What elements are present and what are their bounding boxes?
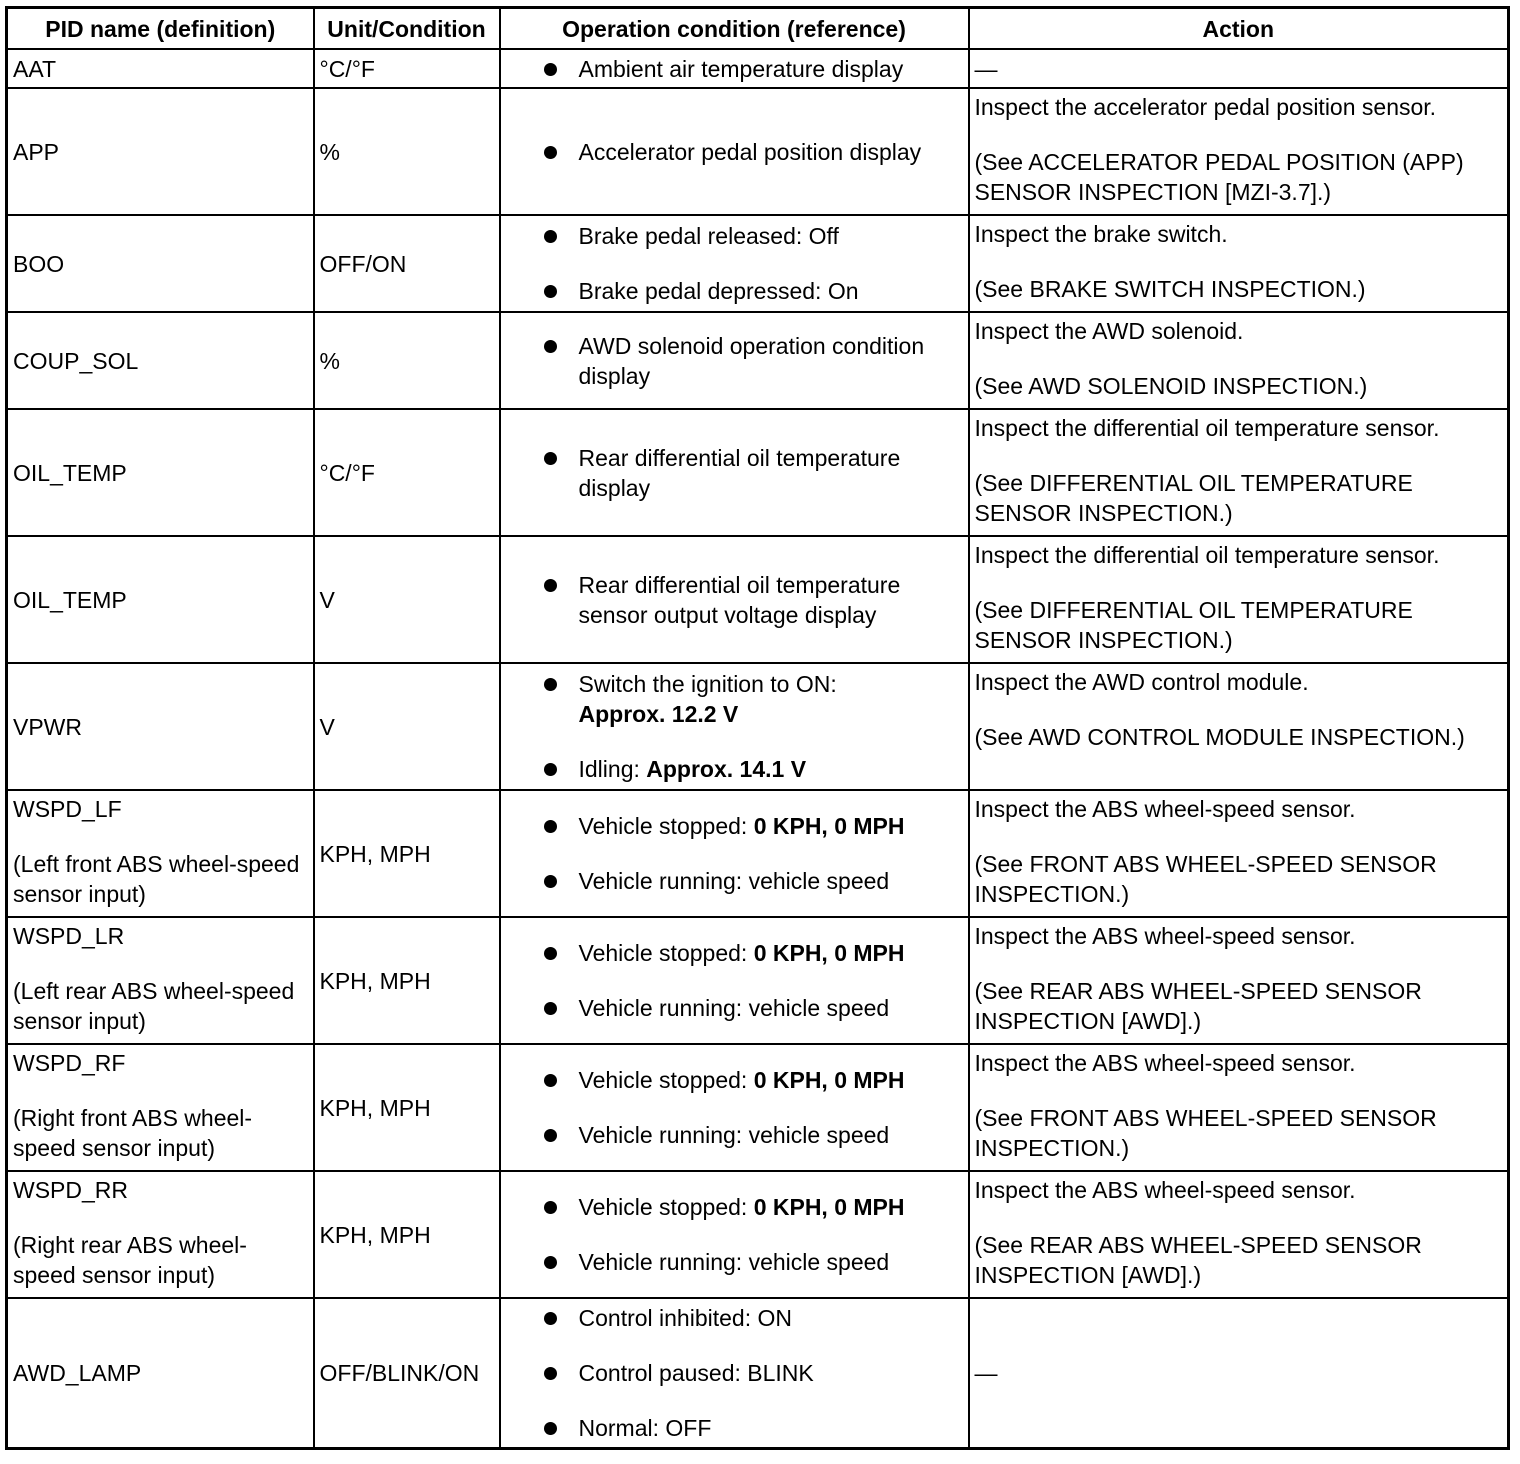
unit-cell: °C/°F xyxy=(314,49,500,88)
action-cell xyxy=(969,536,1509,663)
action-reference: (See FRONT ABS WHEEL-SPEED SENSOR INSPECTION.) xyxy=(974,1105,1437,1161)
operation-text: Switch the ignition to ON: xyxy=(578,671,837,697)
operation-cell xyxy=(500,1298,969,1448)
table-body xyxy=(7,49,1509,1448)
table-row xyxy=(7,88,1509,215)
header-operation: Operation condition (reference) xyxy=(500,8,969,50)
table-row xyxy=(7,536,1509,663)
operation-value: 0 KPH, 0 MPH xyxy=(753,1067,905,1093)
operation-bullet xyxy=(541,137,963,167)
operation-value: 0 KPH, 0 MPH xyxy=(753,1194,905,1220)
action-cell xyxy=(969,663,1509,790)
operation-text: Rear differential oil temperature display xyxy=(578,444,901,501)
operation-text: AWD solenoid operation condition display xyxy=(578,332,925,389)
operation-bullet xyxy=(541,54,963,84)
unit-cell: KPH, MPH xyxy=(314,917,500,1044)
operation-value: 0 KPH, 0 MPH xyxy=(753,813,905,839)
operation-bullet xyxy=(541,221,963,251)
pid-name: WSPD_RR xyxy=(13,1177,129,1203)
action-reference: (See REAR ABS WHEEL-SPEED SENSOR INSPECTION [AWD].) xyxy=(974,978,1422,1034)
action-cell xyxy=(969,88,1509,215)
action-cell xyxy=(969,215,1509,312)
operation-bullet xyxy=(541,1065,963,1095)
operation-value: Approx. 12.2 V xyxy=(578,701,739,727)
unit-cell: KPH, MPH xyxy=(314,1171,500,1298)
operation-text: Vehicle running: vehicle speed xyxy=(578,995,890,1021)
table-row xyxy=(7,215,1509,312)
pid-definition: (Left rear ABS wheel-speed sensor input) xyxy=(13,978,295,1034)
operation-text: Rear differential oil temperature sensor output voltage display xyxy=(578,571,901,628)
operation-cell xyxy=(500,536,969,663)
pid-definition: (Right rear ABS wheel-speed sensor input) xyxy=(13,1232,247,1288)
operation-bullet xyxy=(541,1413,963,1443)
action-instruction: — xyxy=(974,55,998,82)
pid-name: AAT xyxy=(13,55,57,82)
operation-text: Vehicle running: vehicle speed xyxy=(578,1249,890,1275)
operation-cell xyxy=(500,1044,969,1171)
action-instruction: Inspect the ABS wheel-speed sensor. xyxy=(974,923,1356,949)
operation-bullet xyxy=(541,276,963,306)
operation-cell xyxy=(500,409,969,536)
header-unit: Unit/Condition xyxy=(314,8,500,50)
action-instruction: — xyxy=(974,1359,998,1386)
operation-text: Vehicle stopped: xyxy=(578,1067,748,1093)
unit-cell: OFF/BLINK/ON xyxy=(314,1298,500,1448)
operation-text: Control paused: BLINK xyxy=(578,1359,814,1386)
operation-text: Vehicle stopped: xyxy=(578,813,748,839)
action-reference: (See BRAKE SWITCH INSPECTION.) xyxy=(974,276,1366,302)
operation-bullet xyxy=(541,938,963,968)
operation-text: Vehicle running: vehicle speed xyxy=(578,1122,890,1148)
pid-name: AWD_LAMP xyxy=(13,1359,142,1386)
pid-cell xyxy=(7,1044,314,1171)
header-row xyxy=(7,8,1509,50)
operation-bullet xyxy=(541,669,963,729)
pid-name: WSPD_LF xyxy=(13,796,122,822)
unit-cell: KPH, MPH xyxy=(314,790,500,917)
pid-name: BOO xyxy=(13,250,65,277)
operation-text: Brake pedal released: Off xyxy=(578,223,839,249)
operation-bullet xyxy=(541,866,963,896)
operation-bullet xyxy=(541,331,963,391)
action-cell xyxy=(969,409,1509,536)
pid-definition: (Left front ABS wheel-speed sensor input) xyxy=(13,851,300,907)
pid-cell xyxy=(7,88,314,215)
operation-cell xyxy=(500,312,969,409)
action-cell xyxy=(969,917,1509,1044)
operation-cell xyxy=(500,790,969,917)
action-instruction: Inspect the ABS wheel-speed sensor. xyxy=(974,1177,1356,1203)
pid-cell xyxy=(7,790,314,917)
action-cell xyxy=(969,49,1509,88)
action-cell xyxy=(969,312,1509,409)
header-action: Action xyxy=(969,8,1509,50)
pid-name: OIL_TEMP xyxy=(13,459,127,486)
operation-cell xyxy=(500,49,969,88)
table-row xyxy=(7,409,1509,536)
pid-cell xyxy=(7,536,314,663)
operation-text: Normal: OFF xyxy=(578,1414,712,1441)
operation-bullet xyxy=(541,1303,963,1333)
table-row xyxy=(7,1298,1509,1448)
action-reference: (See AWD CONTROL MODULE INSPECTION.) xyxy=(974,724,1465,750)
unit-cell: % xyxy=(314,312,500,409)
action-instruction: Inspect the brake switch. xyxy=(974,221,1228,247)
operation-text: Control inhibited: ON xyxy=(578,1304,792,1331)
action-reference: (See AWD SOLENOID INSPECTION.) xyxy=(974,373,1368,399)
operation-bullet xyxy=(541,811,963,841)
action-instruction: Inspect the ABS wheel-speed sensor. xyxy=(974,796,1356,822)
pid-cell xyxy=(7,312,314,409)
pid-definition: (Right front ABS wheel-speed sensor input) xyxy=(13,1105,253,1161)
unit-cell: KPH, MPH xyxy=(314,1044,500,1171)
action-instruction: Inspect the accelerator pedal position sensor. xyxy=(974,94,1437,120)
action-reference: (See FRONT ABS WHEEL-SPEED SENSOR INSPECTION.) xyxy=(974,851,1437,907)
operation-text: Accelerator pedal position display xyxy=(578,138,922,165)
unit-cell: °C/°F xyxy=(314,409,500,536)
unit-cell: % xyxy=(314,88,500,215)
unit-cell: V xyxy=(314,536,500,663)
action-reference: (See DIFFERENTIAL OIL TEMPERATURE SENSOR INSPECTION.) xyxy=(974,470,1413,526)
pid-name: VPWR xyxy=(13,713,82,740)
pid-name: WSPD_RF xyxy=(13,1050,126,1076)
pid-cell xyxy=(7,917,314,1044)
operation-cell xyxy=(500,215,969,312)
operation-bullet xyxy=(541,754,963,784)
action-cell xyxy=(969,790,1509,917)
operation-value: 0 KPH, 0 MPH xyxy=(753,940,905,966)
pid-cell xyxy=(7,1298,314,1448)
pid-table xyxy=(5,6,1510,1450)
action-reference: (See DIFFERENTIAL OIL TEMPERATURE SENSOR INSPECTION.) xyxy=(974,597,1413,653)
operation-bullet xyxy=(541,1358,963,1388)
operation-text: Ambient air temperature display xyxy=(578,55,904,82)
operation-text: Vehicle stopped: xyxy=(578,1194,748,1220)
header-pid: PID name (definition) xyxy=(7,8,314,50)
table-row xyxy=(7,49,1509,88)
unit-cell: V xyxy=(314,663,500,790)
operation-text: Vehicle running: vehicle speed xyxy=(578,868,890,894)
operation-text: Vehicle stopped: xyxy=(578,940,748,966)
pid-cell xyxy=(7,215,314,312)
operation-bullet xyxy=(541,1120,963,1150)
pid-cell xyxy=(7,409,314,536)
table-row xyxy=(7,790,1509,917)
operation-bullet xyxy=(541,570,963,630)
action-cell xyxy=(969,1044,1509,1171)
action-cell xyxy=(969,1298,1509,1448)
unit-cell: OFF/ON xyxy=(314,215,500,312)
table-row xyxy=(7,1044,1509,1171)
operation-bullet xyxy=(541,993,963,1023)
operation-cell xyxy=(500,1171,969,1298)
operation-bullet xyxy=(541,1247,963,1277)
action-instruction: Inspect the AWD control module. xyxy=(974,669,1309,695)
operation-cell xyxy=(500,88,969,215)
table-row xyxy=(7,312,1509,409)
action-reference: (See REAR ABS WHEEL-SPEED SENSOR INSPECTION [AWD].) xyxy=(974,1232,1422,1288)
pid-name: WSPD_LR xyxy=(13,923,125,949)
table-row xyxy=(7,1171,1509,1298)
action-cell xyxy=(969,1171,1509,1298)
action-instruction: Inspect the differential oil temperature sensor. xyxy=(974,542,1440,568)
operation-cell xyxy=(500,663,969,790)
pid-cell xyxy=(7,49,314,88)
operation-bullet xyxy=(541,1192,963,1222)
action-instruction: Inspect the differential oil temperature sensor. xyxy=(974,415,1440,441)
action-reference: (See ACCELERATOR PEDAL POSITION (APP) SENSOR INSPECTION [MZI-3.7].) xyxy=(974,149,1464,205)
pid-name: COUP_SOL xyxy=(13,347,139,374)
pid-name: OIL_TEMP xyxy=(13,586,127,613)
operation-text: Idling: xyxy=(578,756,640,782)
table-row xyxy=(7,917,1509,1044)
pid-cell xyxy=(7,1171,314,1298)
operation-value: Approx. 14.1 V xyxy=(646,756,807,782)
action-instruction: Inspect the ABS wheel-speed sensor. xyxy=(974,1050,1356,1076)
action-instruction: Inspect the AWD solenoid. xyxy=(974,318,1244,344)
table-row xyxy=(7,663,1509,790)
operation-bullet xyxy=(541,443,963,503)
operation-text: Brake pedal depressed: On xyxy=(578,278,859,304)
operation-cell xyxy=(500,917,969,1044)
pid-cell xyxy=(7,663,314,790)
pid-name: APP xyxy=(13,138,60,165)
